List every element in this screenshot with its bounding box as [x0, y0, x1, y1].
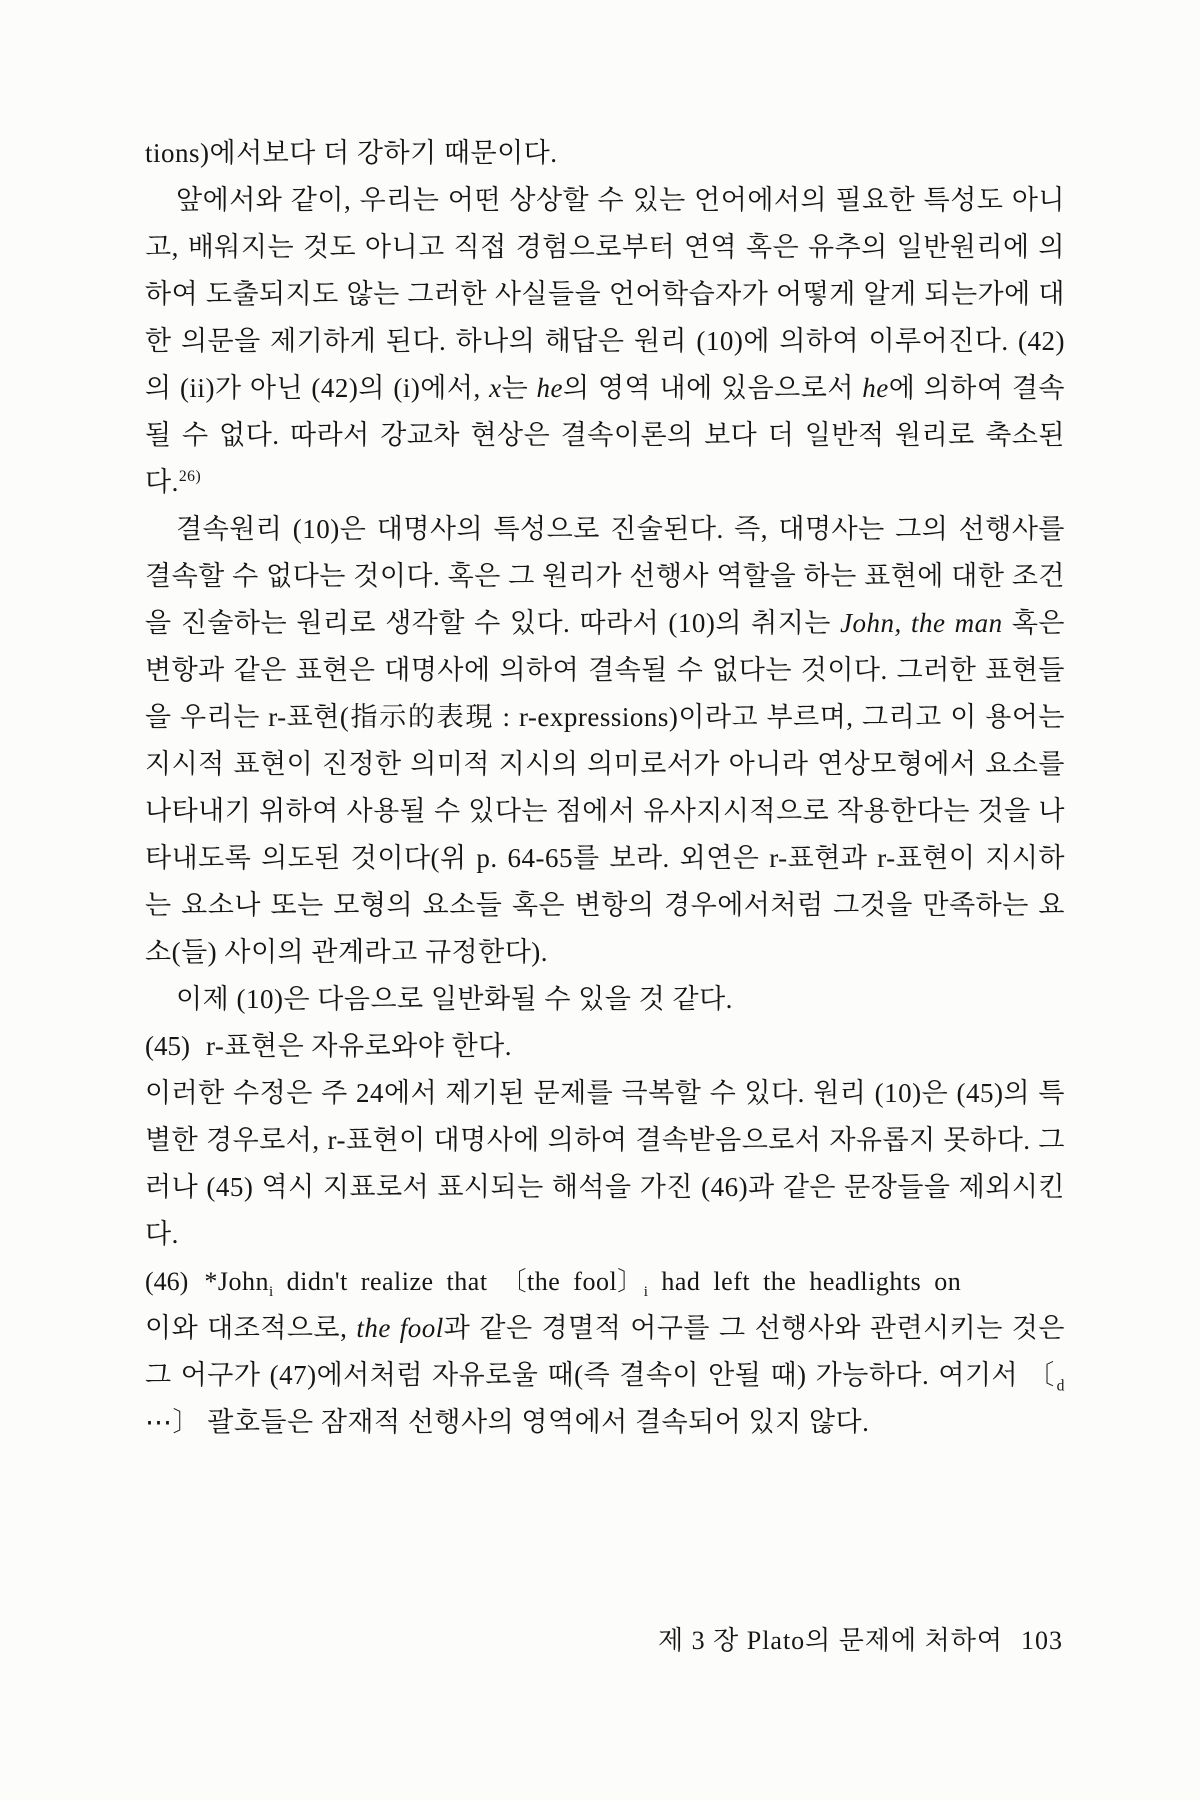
numbered-example: [145, 1023, 1065, 1070]
footnote-ref: 26): [178, 468, 202, 485]
text-run: 결속원리 (10)은 대명사의 특성으로 진술된다. 즉, 대명사는 그의 선행사를 결속할 수 없다는 것이다. 혹은 그 원리가 선행사 역할을 하는 표현에 대한 조건을 진술하는 원리로 생각할 수 있다. 따라서 (10)의 취지는: [145, 514, 1065, 638]
italic-text: x: [489, 373, 502, 403]
text-run: 이러한 수정은 주 24에서 제기된 문제를 극복할 수 있다. 원리 (10)은 (45)의 특별한 경우로서, r-표현이 대명사에 의하여 결속받음으로서 자유롭지 못하다. 그러나 (45) 역시 지표로서 표시되는 해석을 가진 (46)과 같은 문장들을 제외시킨다.: [145, 1078, 1065, 1249]
italic-text: the fool: [356, 1313, 444, 1343]
italic-text: John, the man: [840, 608, 1003, 638]
page-footer: [658, 1620, 1063, 1657]
paragraph: [145, 506, 1065, 976]
italic-text: he: [862, 373, 889, 403]
index-subscript: d: [1056, 1377, 1065, 1395]
example-number: (46): [145, 1267, 189, 1296]
paragraph: [145, 1305, 1065, 1446]
text-run: 이제 (10)은 다음으로 일반화될 수 있을 것 같다.: [176, 984, 733, 1014]
index-subscript: i: [268, 1284, 274, 1301]
example-number: (45): [145, 1031, 190, 1061]
text-run: 앞에서와 같이, 우리는 어떤 상상할 수 있는 언어에서의 필요한 특성도 아니고, 배워지는 것도 아니고 직접 경험으로부터 연역 혹은 유추의 일반원리에 의하여 도출되지도 않는 그러한 사실들을 언어학습자가 어떻게 알게 되는가에 대한 의문을 제기하게 된다. 하나의 해답은 원리 (10)에 의하여 이루어진다. (42)의 (ii)가 아닌 (42)의 (i)에서,: [145, 185, 1065, 403]
paragraph: [145, 1070, 1065, 1258]
paragraph: [145, 976, 1065, 1023]
italic-text: he: [536, 373, 564, 403]
text-run: didn't realize that 〔the fool〕: [273, 1267, 644, 1296]
footer-chapter-title: 제 3 장 Plato의 문제에 처하여: [658, 1626, 1003, 1655]
page-text-body: [145, 130, 1065, 1446]
text-run: r-표현은 자유로와야 한다.: [205, 1031, 512, 1061]
paragraph: [145, 130, 1065, 177]
text-run: 이와 대조적으로,: [145, 1313, 357, 1343]
text-run: *John: [204, 1267, 269, 1296]
paragraph: [145, 177, 1065, 506]
text-run: had left the headlights on: [648, 1267, 962, 1296]
text-run: 혹은 변항과 같은 표현은 대명사에 의하여 결속될 수 없다는 것이다. 그러한 표현들을 우리는 r-표현(指示的表現 : r-expressions)이라고 부르며, 그리고 이 용어는 지시적 표현이 진정한 의미적 지시의 의미로서가 아니라 연상모형에서 요소를 나타내기 위하여 사용될 수 있다는 점에서 유사지시적으로 작용한다는 것을 나타내도록 의도된 것이다(위 p. 64-65를 보라. 외연은 r-표현과 r-표현이 지시하는 요소나 또는 모형의 요소들 혹은 변항의 경우에서처럼 그것을 만족하는 요소(들) 사이의 관계라고 규정한다).: [145, 608, 1065, 967]
text-run: 의 영역 내에 있음으로서: [563, 373, 863, 403]
numbered-example: [145, 1258, 1065, 1305]
footer-page-number: 103: [1021, 1626, 1063, 1655]
text-run: 과 같은 경멸적 어구를 그 선행사와 관련시키는 것은 그 어구가 (47)에서처럼 자유로울 때(즉 결속이 안될 때) 가능하다. 여기서 〔: [145, 1313, 1065, 1390]
text-run: ⋯〕 괄호들은 잠재적 선행사의 영역에서 결속되어 있지 않다.: [145, 1407, 870, 1437]
text-run: tions)에서보다 더 강하기 때문이다.: [145, 138, 558, 168]
text-run: 는: [501, 373, 537, 403]
text-run: 에 의하여 결속될 수 없다. 따라서 강교차 현상은 결속이론의 보다 더 일반적 원리로 축소된다.: [145, 373, 1065, 497]
index-subscript: i: [643, 1284, 649, 1301]
